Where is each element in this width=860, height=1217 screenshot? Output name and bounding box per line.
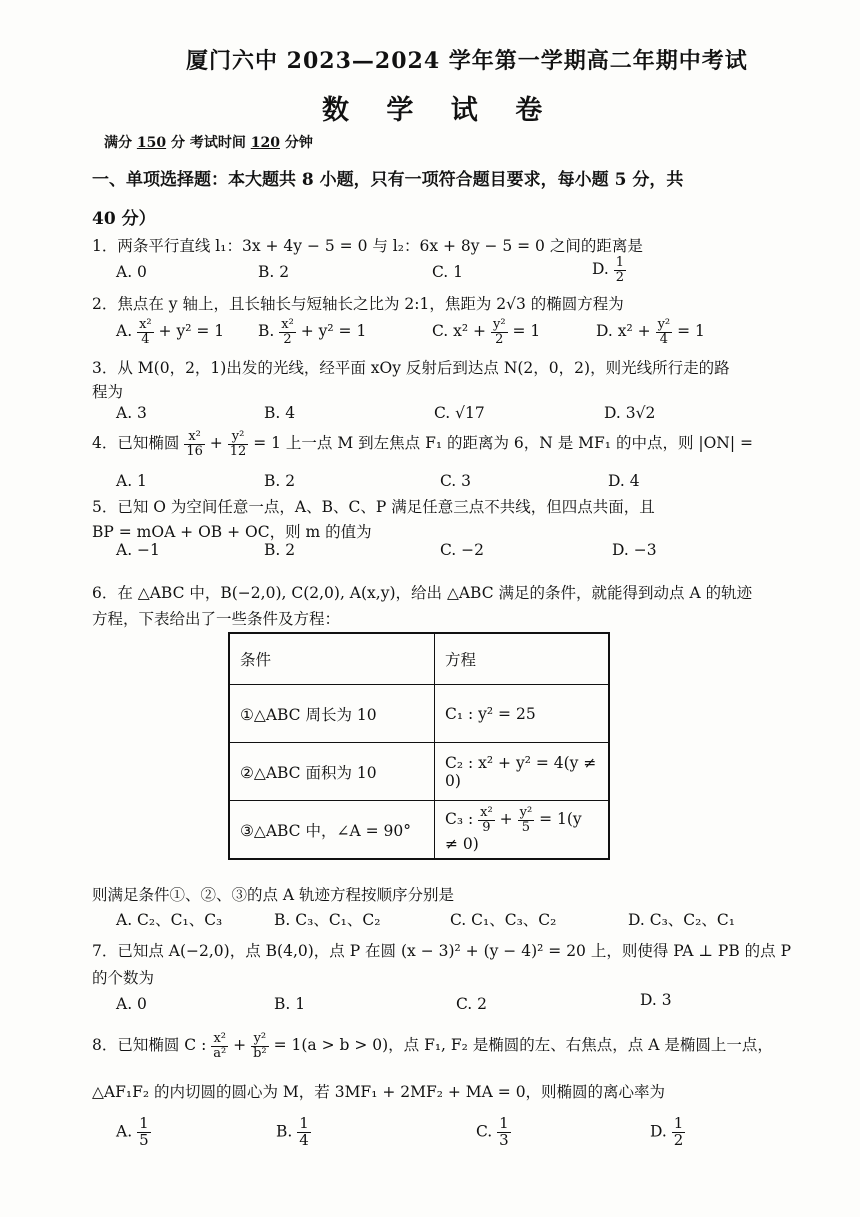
question-7-option-c: C. 2 [456,995,488,1013]
exam-title: 厦门六中 2023—2024 学年第一学期高二年期中考试 [186,48,748,74]
denominator: 16 [186,443,203,459]
table-row [229,801,609,860]
score-prefix: 满分 [104,135,132,151]
equation-cell: C₁ : y² = 25 [435,685,610,743]
question-8-option-a [116,1116,151,1149]
table-row [229,743,609,801]
expression: = 1(y ≠ 0) [445,810,582,853]
question-5-line1: 5．已知 O 为空间任意一点，A、B、C、P 满足任意三点不共线，但四点共面，且 [92,498,655,516]
question-1-text: 1．两条平行直线 l₁：3x + 4y − 5 = 0 与 l₂：6x + 8y − 5 = 0 之间的距离是 [92,237,643,255]
question-text: = 1(a > b > 0)，点 F₁, F₂ 是椭圆的左、右焦点，点 A 是椭圆上一点， [273,1036,773,1055]
time-unit: 分钟 [284,135,313,151]
question-3-option-a: A. 3 [116,404,147,422]
expression: = 1 [677,322,705,341]
numerator: 1 [299,1114,309,1132]
denominator: a² [213,1045,227,1061]
denominator: 9 [482,820,491,835]
question-4-text [92,430,753,458]
conditions-table [228,632,610,860]
denominator: 2 [615,269,625,285]
fraction [656,318,673,346]
question-text: 8．已知椭圆 C : [92,1036,207,1055]
option-label: A. [116,1122,133,1141]
operator: + [499,810,513,829]
question-2-option-a [116,318,224,346]
section-heading-line2: 40 分） [92,209,156,229]
fraction [251,1032,269,1060]
question-text: 4．已知椭圆 [92,434,180,453]
denominator: 3 [499,1130,509,1149]
question-1-option-d [592,256,626,284]
numerator: 1 [673,1114,684,1132]
header-equation: 方程 [435,633,610,685]
numerator: y² [228,430,249,445]
question-7-option-b: B. 1 [274,995,306,1013]
expression: + y² = 1 [300,322,367,341]
numerator: x² [281,317,294,332]
question-text: = 1 上一点 M 到左焦点 F₁ 的距离为 6，N 是 MF₁ 的中点，则 |ON| = [253,434,753,453]
equation-cell-c3 [435,801,610,860]
expression: = 1 [512,322,541,341]
denominator: 4 [299,1130,309,1149]
denominator: 4 [659,331,668,347]
exam-subtitle: 数 学 试 卷 [322,95,557,126]
question-6-after: 则满足条件①、②、③的点 A 轨迹方程按顺序分别是 [92,886,455,904]
numerator: y² [492,317,506,332]
question-6-line2: 方程，下表给出了一些条件及方程： [92,610,341,628]
question-2-option-d [596,318,705,346]
option-label: A. [116,322,133,341]
section-heading-line1: 一、单项选择题：本大题共 8 小题，只有一项符合题目要求，每小题 5 分，共 [92,170,684,190]
condition-cell: ①△ABC 周长为 10 [229,685,435,743]
question-6-option-c: C. C₁、C₃、C₂ [450,911,557,929]
fraction [497,1116,511,1149]
question-2-option-c [432,318,540,346]
question-8-text [92,1032,773,1060]
fraction [491,318,508,346]
option-label: D. [650,1122,667,1141]
fraction [614,256,626,284]
condition-cell: ③△ABC 中，∠A = 90° [229,801,435,860]
numerator: y² [251,1032,269,1047]
equation-label: C₃ : [445,810,474,829]
fraction [279,318,296,346]
option-label: C. [432,322,449,341]
numerator: 1 [615,255,625,270]
numerator: 1 [499,1114,509,1132]
question-3-option-d: D. 3√2 [604,404,656,422]
option-label: B. [258,322,275,341]
question-7-line1: 7．已知点 A(−2,0)，点 B(4,0)，点 P 在圆 (x − 3)² + (y − 4)² = 20 上，则使得 PA ⊥ PB 的点 P [92,942,791,960]
question-7-option-d: D. 3 [640,991,672,1009]
header-condition: 条件 [229,633,435,685]
question-3-option-b: B. 4 [264,404,296,422]
question-4-option-b: B. 2 [264,472,296,490]
denominator: b² [253,1045,267,1061]
denominator: 5 [521,820,531,835]
numerator: x² [184,430,205,445]
question-7-line2: 的个数为 [92,969,155,987]
denominator: 2 [495,331,504,347]
question-3-line2: 程为 [92,383,124,401]
fraction [137,318,154,346]
denominator: 4 [141,331,150,347]
equation-cell: C₂ : x² + y² = 4(y ≠ 0) [435,743,610,801]
question-6-option-d: D. C₃、C₂、C₁ [628,911,735,929]
question-4-option-d: D. 4 [608,472,640,490]
condition-cell: ②△ABC 面积为 10 [229,743,435,801]
denominator: 2 [283,331,292,347]
fraction [228,430,249,458]
expression: x² + [453,322,487,341]
numerator: x² [211,1032,228,1047]
fraction [672,1116,686,1149]
question-6-option-a: A. C₂、C₁、C₃ [116,911,223,929]
question-4-option-a: A. 1 [116,472,147,490]
fraction [297,1116,311,1149]
question-4-option-c: C. 3 [440,472,472,490]
question-1-option-c: C. 1 [432,263,464,281]
expression: x² + [617,322,651,341]
option-label: D. [596,322,613,341]
question-7-option-a: A. 0 [116,995,147,1013]
question-5-option-a: A. −1 [116,541,160,559]
question-3-option-c: C. √17 [434,404,485,422]
question-2-option-b [258,318,366,346]
question-8-line2: △AF₁F₂ 的内切圆的圆心为 M，若 3MF₁ + 2MF₂ + MA = 0，则椭圆的离心率为 [92,1083,666,1101]
question-5-line2: BP = mOA + OB + OC，则 m 的值为 [92,523,372,541]
question-2-text: 2．焦点在 y 轴上，且长轴长与短轴长之比为 2:1，焦距为 2√3 的椭圆方程为 [92,295,624,313]
question-8-option-c [476,1116,511,1149]
expression: + y² = 1 [158,322,225,341]
question-1-option-a: A. 0 [116,263,147,281]
operator: + [209,434,223,453]
fraction [137,1116,151,1149]
numerator: x² [480,805,493,821]
numerator: x² [139,317,152,332]
question-5-option-b: B. 2 [264,541,296,559]
table-header-row [229,633,609,685]
fraction [478,806,495,834]
option-label: B. [276,1122,293,1141]
exam-meta [104,132,313,152]
numerator: y² [657,317,671,332]
question-5-option-d: D. −3 [612,541,657,559]
time-value: 120 [250,135,280,151]
score-value: 150 [136,135,167,151]
operator: + [233,1036,247,1055]
score-unit: 分 考试时间 [170,135,246,151]
numerator: 1 [139,1114,149,1132]
option-label: D. [592,260,609,279]
table-row [229,685,609,743]
fraction [518,806,535,834]
denominator: 12 [229,443,247,459]
denominator: 5 [139,1130,149,1149]
question-8-option-b [276,1116,311,1149]
numerator: y² [519,805,533,821]
question-3-line1: 3．从 M(0，2，1)出发的光线，经平面 xOy 反射后到达点 N(2，0，2)，则光线所行走的路 [92,359,730,377]
question-8-option-d [650,1116,685,1149]
question-5-option-c: C. −2 [440,541,485,559]
fraction [184,430,205,458]
option-label: C. [476,1122,493,1141]
question-6-option-b: B. C₃、C₁、C₂ [274,911,381,929]
fraction [211,1032,228,1060]
question-6-line1: 6．在 △ABC 中，B(−2,0), C(2,0), A(x,y)，给出 △ABC 满足的条件，就能得到动点 A 的轨迹 [92,584,753,602]
question-1-option-b: B. 2 [258,263,290,281]
denominator: 2 [673,1130,684,1149]
